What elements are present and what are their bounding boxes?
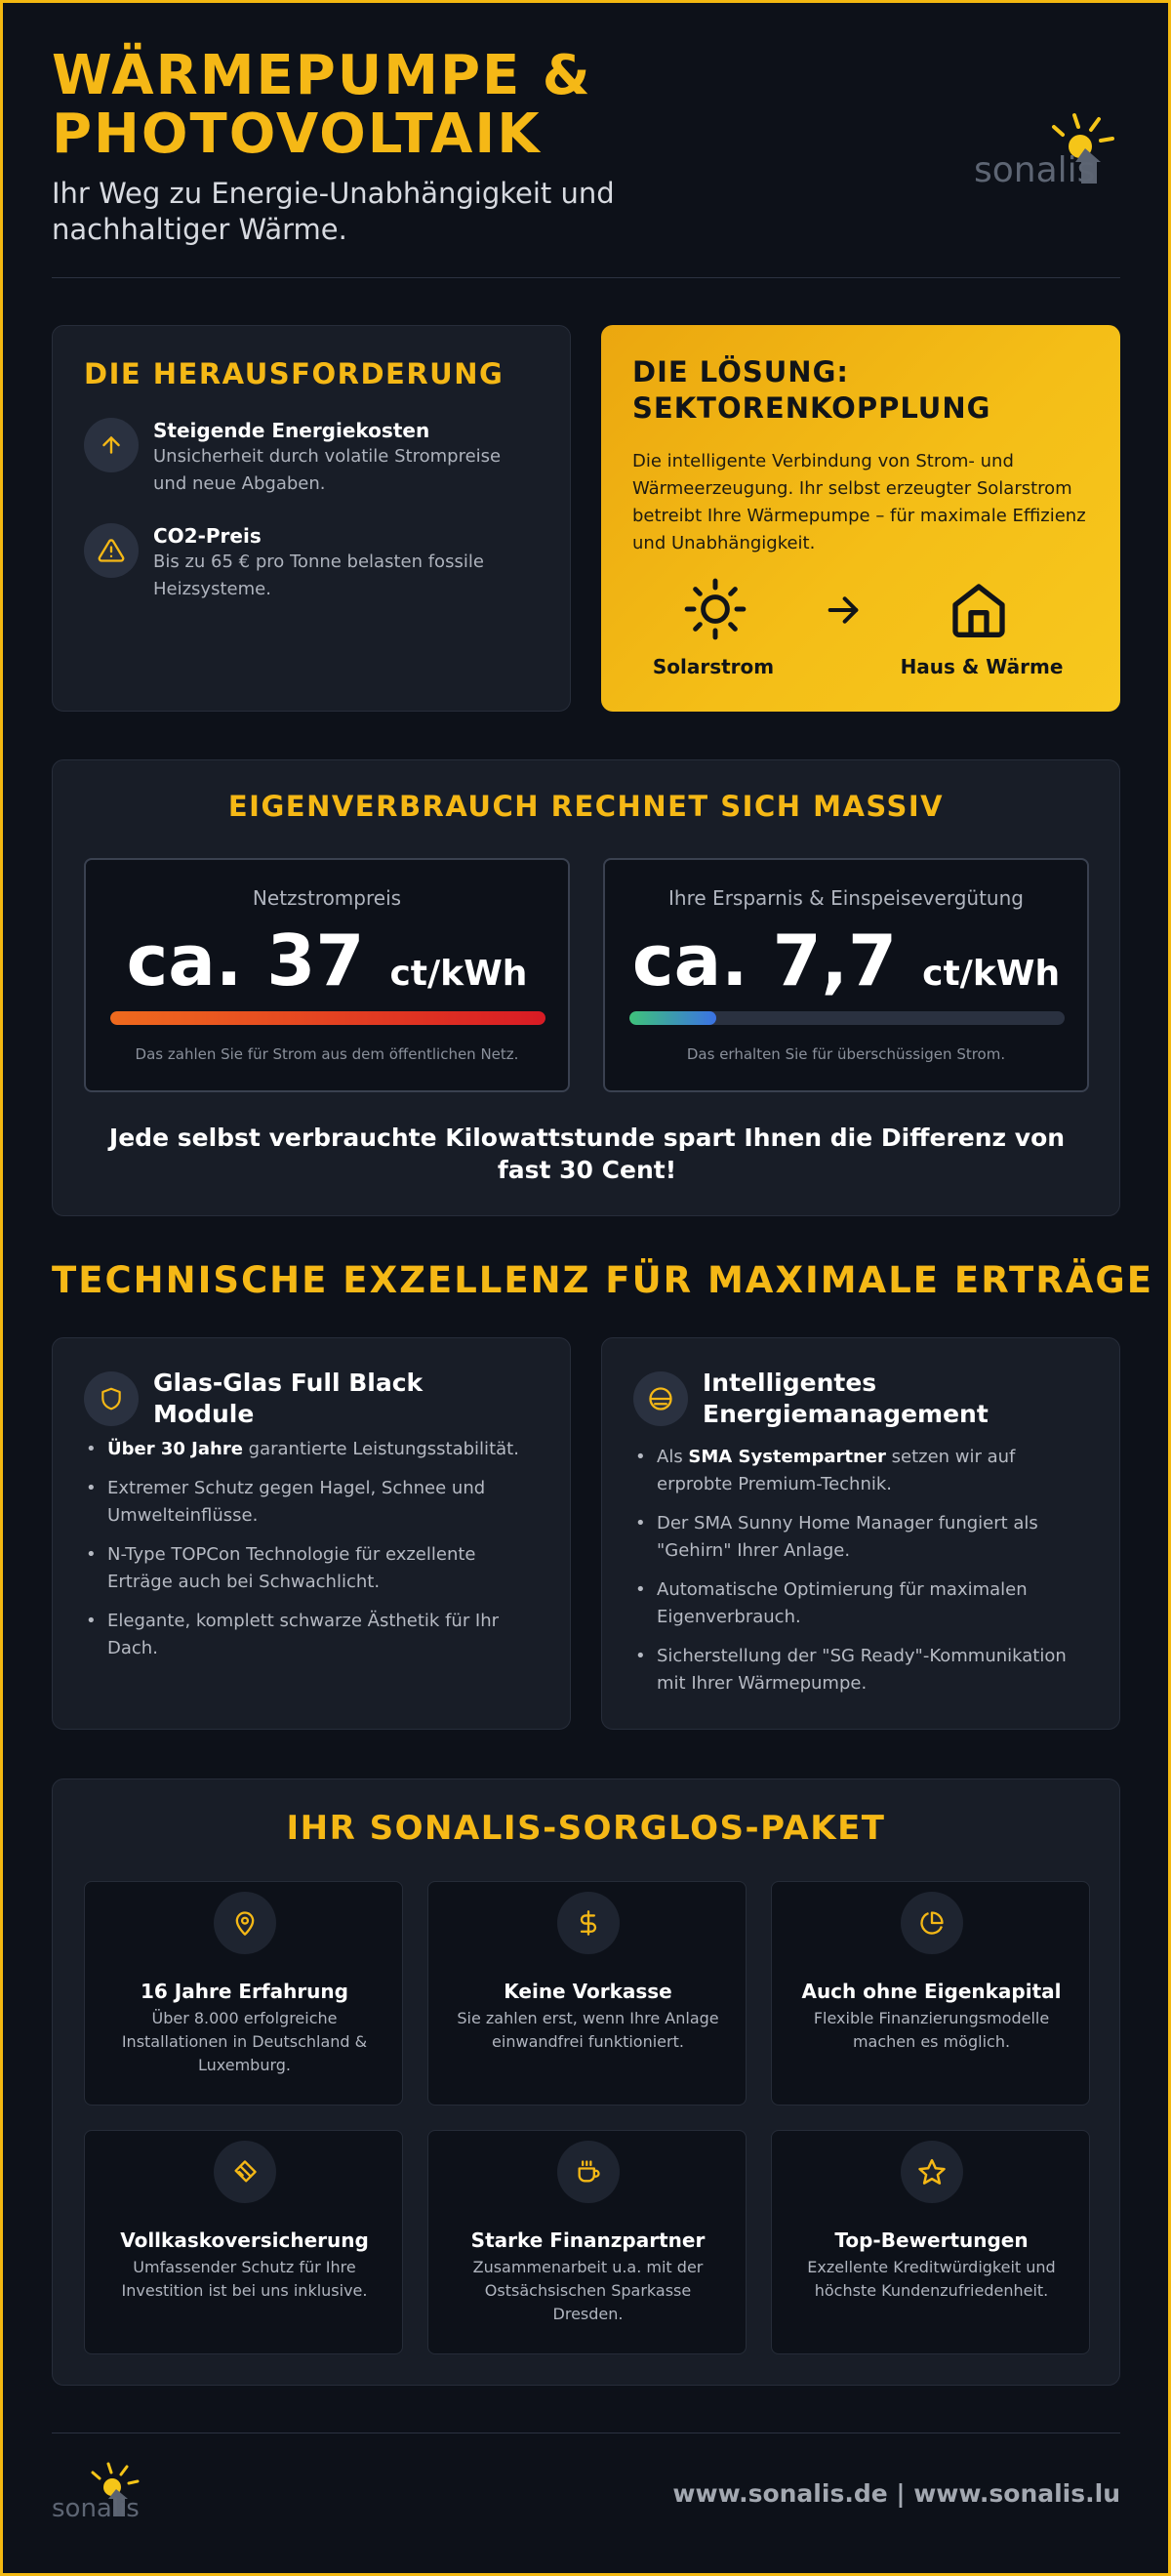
saving-box [603,858,1089,1092]
house-icon [948,579,1010,645]
list-item: • Sicherstellung der "SG Ready"-Kommunikation mit Ihrer Wärmepumpe. [633,1643,1082,1697]
package-tile [427,2130,747,2354]
modules-title: Glas-Glas Full Black Module [153,1369,424,1428]
coffee-cup-icon [557,2141,620,2203]
challenge-card [52,325,571,712]
challenge-item-body: Bis zu 65 € pro Tonne belasten fossile Heizsysteme. [153,552,484,599]
list-item: • N-Type TOPCon Technologie für exzellente Erträge auch bei Schwachlicht. [84,1541,533,1596]
saving-note: Das erhalten Sie für überschüssigen Strom. [686,1045,1006,1063]
list-item: • Der SMA Sunny Home Manager fungiert als "Gehirn" Ihrer Anlage. [633,1510,1082,1565]
footer-urls[interactable]: www.sonalis.de | www.sonalis.lu [672,2479,1120,2508]
package-tile-body: Umfassender Schutz für Ihre Investition ist bei uns inklusive. [121,2258,368,2300]
energy-title: Intelligentes Energiemanagement [703,1369,989,1428]
solution-to-label: Haus & Wärme [900,655,1064,678]
savings-card [52,759,1120,1216]
energy-card [601,1337,1120,1730]
package-card [52,1779,1120,2386]
grid-price-bar [110,1011,545,1025]
challenge-item [84,523,529,603]
sun-icon [683,577,747,645]
package-tile-body: Sie zahlen erst, wenn Ihre Anlage einwandfrei funktioniert. [457,2009,719,2051]
package-tile [84,2130,403,2354]
challenge-item-head: CO2-Preis [153,524,262,548]
list-item: • Automatische Optimierung für maximalen Eigenverbrauch. [633,1576,1082,1631]
star-icon [901,2141,963,2203]
saving-bar-fill [629,1011,716,1025]
saving-label: Ihre Ersparnis & Einspeisevergütung [668,886,1024,910]
shield-off-icon [214,2141,276,2203]
grid-price-value: ca. 37 [126,920,365,1002]
list-item: • Über 30 Jahre garantierte Leistungsstabilität. [84,1436,533,1463]
package-tile-body: Über 8.000 erfolgreiche Installationen in Deutschland & Luxemburg. [121,2009,368,2074]
list-item: • Elegante, komplett schwarze Ästhetik für Ihr Dach. [84,1608,533,1662]
grid-price-unit: ct/kWh [389,954,528,994]
saving-value: ca. 7,7 [631,920,898,1002]
sonalis-logo [974,105,1120,193]
package-tile [771,2130,1090,2354]
warning-triangle-icon [84,523,139,578]
saving-unit: ct/kWh [922,954,1061,994]
pie-chart-icon [901,1892,963,1954]
package-tile-head: Top-Bewertungen [834,2228,1029,2252]
package-tile-body: Zusammenarbeit u.a. mit der Ostsächsischen Sparkasse Dresden. [472,2258,704,2323]
list-item: • Extremer Schutz gegen Hagel, Schnee und Umwelteinflüsse. [84,1475,533,1530]
package-tile [427,1881,747,2106]
package-tile-head: Keine Vorkasse [504,1980,672,2003]
grid-price-label: Netzstrompreis [252,886,402,910]
tech-heading: TECHNISCHE EXZELLENZ FÜR MAXIMALE ERTRÄGE [52,1259,1154,1301]
package-tile-head: Vollkaskoversicherung [120,2228,369,2252]
location-pin-icon [214,1892,276,1954]
saving-bar [629,1011,1065,1025]
page-title: WÄRMEPUMPE & PHOTOVOLTAIK [52,44,592,166]
solution-title: DIE LÖSUNG: SEKTORENKOPPLUNG [632,355,991,425]
modules-card [52,1337,571,1730]
grid-price-note: Das zahlen Sie für Strom aus dem öffentlichen Netz. [135,1045,519,1063]
grid-price-bar-fill [110,1011,545,1025]
sonalis-footer-logo [52,2460,159,2528]
modules-list [84,1436,533,1674]
gauge-icon [633,1371,688,1426]
challenge-title: DIE HERAUSFORDERUNG [84,357,505,390]
package-tile-body: Exzellente Kreditwürdigkeit und höchste Kundenzufriedenheit. [807,2258,1056,2300]
svg-text:sonalis: sonalis [974,150,1096,190]
list-item: • Als SMA Systempartner setzen wir auf erprobte Premium-Technik. [633,1444,1082,1498]
energy-list [633,1444,1082,1709]
solution-body: Die intelligente Verbindung von Strom- und Wärmeerzeugung. Ihr selbst erzeugter Solarstrom betreibt Ihre Wärmepumpe – für maximale Effizienz und Unabhängigkeit. [632,451,1086,553]
header [52,44,1120,246]
header-divider [52,277,1120,278]
grid-price-box [84,858,570,1092]
package-tile-body: Flexible Finanzierungsmodelle machen es möglich. [813,2009,1050,2051]
challenge-item-body: Unsicherheit durch volatile Strompreise und neue Abgaben. [153,446,502,494]
solution-card [601,325,1120,712]
savings-claim: Jede selbst verbrauchte Kilowattstunde spart Ihnen die Differenz von fast 30 Cent! [108,1124,1066,1184]
package-tile-head: Starke Finanzpartner [470,2228,706,2252]
savings-title: EIGENVERBRAUCH RECHNET SICH MASSIV [227,790,945,823]
arrow-right-icon [824,591,863,634]
arrow-up-icon [84,418,139,472]
challenge-item [84,418,529,498]
package-tile [84,1881,403,2106]
shield-icon [84,1371,139,1426]
solution-from-label: Solarstrom [652,655,775,678]
package-tile-head: Auch ohne Eigenkapital [801,1980,1062,2003]
package-tile-head: 16 Jahre Erfahrung [141,1980,348,2003]
package-title: IHR SONALIS-SORGLOS-PAKET [286,1809,886,1848]
package-tile [771,1881,1090,2106]
challenge-item-head: Steigende Energiekosten [153,419,430,442]
page-subtitle: Ihr Weg zu Energie-Unabhängigkeit und nachhaltiger Wärme. [52,177,615,246]
dollar-icon [557,1892,620,1954]
svg-text:sonalis: sonalis [52,2494,140,2523]
